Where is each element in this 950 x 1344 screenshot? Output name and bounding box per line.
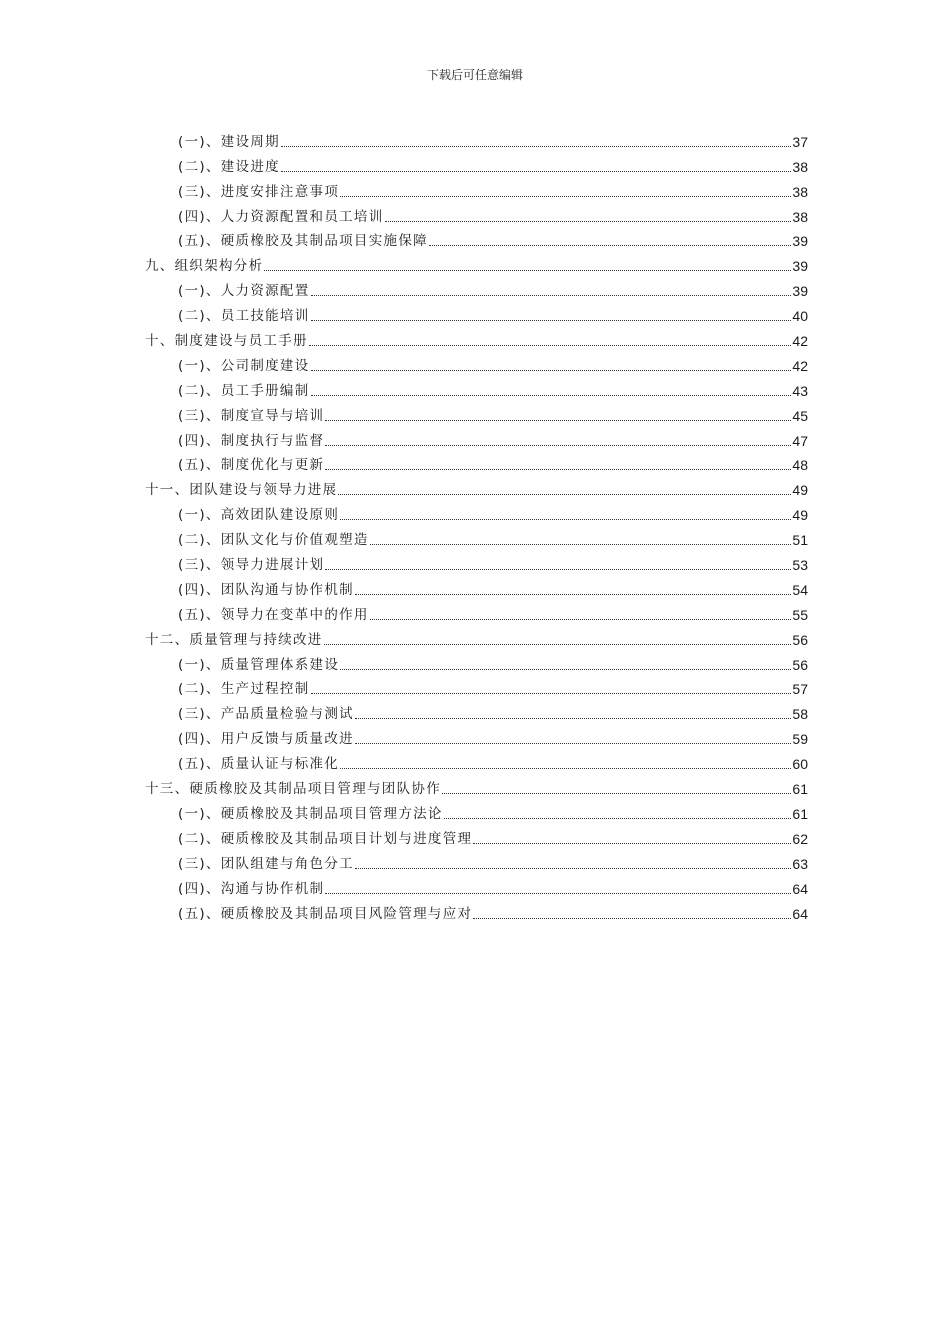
toc-entry[interactable] bbox=[145, 474, 808, 499]
toc-dot-leader bbox=[355, 718, 791, 719]
toc-entry[interactable] bbox=[145, 549, 808, 574]
toc-entry-label: (四)、制度执行与监督 bbox=[178, 432, 325, 449]
toc-entry[interactable] bbox=[145, 325, 808, 350]
toc-entry-label: (一)、硬质橡胶及其制品项目管理方法论 bbox=[178, 805, 443, 822]
toc-dot-leader bbox=[311, 395, 792, 396]
toc-dot-leader bbox=[311, 370, 792, 371]
toc-dot-leader bbox=[385, 221, 792, 222]
toc-entry-page-number: 53 bbox=[792, 557, 808, 574]
toc-entry[interactable] bbox=[145, 450, 808, 475]
toc-entry-label: 十三、硬质橡胶及其制品项目管理与团队协作 bbox=[145, 781, 441, 798]
toc-entry-page-number: 42 bbox=[792, 333, 808, 350]
toc-entry-page-number: 47 bbox=[792, 432, 808, 449]
toc-entry-page-number: 49 bbox=[792, 507, 808, 524]
toc-entry-label: (二)、员工手册编制 bbox=[178, 382, 310, 399]
toc-entry-label: (五)、制度优化与更新 bbox=[178, 457, 325, 474]
toc-entry-page-number: 39 bbox=[792, 283, 808, 300]
toc-entry-page-number: 39 bbox=[792, 258, 808, 275]
toc-dot-leader bbox=[264, 270, 791, 271]
toc-dot-leader bbox=[325, 569, 791, 570]
toc-entry-label: (三)、制度宣导与培训 bbox=[178, 407, 325, 424]
toc-entry-label: (一)、公司制度建设 bbox=[178, 357, 310, 374]
toc-dot-leader bbox=[311, 295, 792, 296]
toc-entry[interactable] bbox=[145, 848, 808, 873]
toc-entry[interactable] bbox=[145, 375, 808, 400]
toc-dot-leader bbox=[311, 693, 792, 694]
toc-entry-label: (三)、领导力进展计划 bbox=[178, 557, 325, 574]
toc-entry-page-number: 56 bbox=[792, 656, 808, 673]
toc-dot-leader bbox=[325, 420, 791, 421]
toc-entry-label: (一)、高效团队建设原则 bbox=[178, 507, 340, 524]
toc-entry-page-number: 59 bbox=[792, 731, 808, 748]
toc-entry[interactable] bbox=[145, 400, 808, 425]
toc-entry-page-number: 42 bbox=[792, 357, 808, 374]
toc-entry-page-number: 60 bbox=[792, 756, 808, 773]
toc-entry-label: (一)、质量管理体系建设 bbox=[178, 656, 340, 673]
toc-entry-page-number: 45 bbox=[792, 407, 808, 424]
toc-dot-leader bbox=[340, 669, 791, 670]
toc-entry-label: (二)、建设进度 bbox=[178, 158, 280, 175]
toc-entry-label: (二)、生产过程控制 bbox=[178, 681, 310, 698]
toc-entry-label: (五)、硬质橡胶及其制品项目风险管理与应对 bbox=[178, 905, 473, 922]
toc-entry[interactable] bbox=[145, 226, 808, 251]
toc-entry-label: (三)、产品质量检验与测试 bbox=[178, 706, 354, 723]
toc-entry-page-number: 64 bbox=[792, 905, 808, 922]
toc-entry[interactable] bbox=[145, 126, 808, 151]
toc-dot-leader bbox=[324, 644, 792, 645]
toc-entry-page-number: 51 bbox=[792, 532, 808, 549]
toc-entry-label: (三)、进度安排注意事项 bbox=[178, 183, 340, 200]
toc-entry[interactable] bbox=[145, 698, 808, 723]
toc-entry-label: (五)、领导力在变革中的作用 bbox=[178, 606, 369, 623]
toc-entry[interactable] bbox=[145, 425, 808, 450]
toc-dot-leader bbox=[340, 519, 791, 520]
toc-entry[interactable] bbox=[145, 524, 808, 549]
toc-entry[interactable] bbox=[145, 798, 808, 823]
toc-entry[interactable] bbox=[145, 151, 808, 176]
toc-entry-label: (五)、硬质橡胶及其制品项目实施保障 bbox=[178, 233, 428, 250]
toc-entry-page-number: 48 bbox=[792, 457, 808, 474]
toc-entry-page-number: 38 bbox=[792, 208, 808, 225]
toc-dot-leader bbox=[355, 743, 791, 744]
toc-entry-page-number: 38 bbox=[792, 183, 808, 200]
toc-entry[interactable] bbox=[145, 773, 808, 798]
toc-dot-leader bbox=[444, 818, 792, 819]
toc-entry[interactable] bbox=[145, 748, 808, 773]
toc-entry[interactable] bbox=[145, 176, 808, 201]
toc-entry-page-number: 43 bbox=[792, 382, 808, 399]
toc-entry-label: 九、组织架构分析 bbox=[145, 258, 264, 275]
toc-entry[interactable] bbox=[145, 350, 808, 375]
toc-dot-leader bbox=[473, 843, 791, 844]
toc-entry-label: (四)、用户反馈与质量改进 bbox=[178, 731, 354, 748]
toc-entry-page-number: 55 bbox=[792, 606, 808, 623]
toc-entry[interactable] bbox=[145, 275, 808, 300]
toc-entry[interactable] bbox=[145, 898, 808, 923]
toc-dot-leader bbox=[473, 918, 791, 919]
toc-entry-label: (二)、团队文化与价值观塑造 bbox=[178, 532, 369, 549]
toc-entry-label: 十、制度建设与员工手册 bbox=[145, 333, 308, 350]
toc-dot-leader bbox=[355, 868, 791, 869]
toc-entry-label: (四)、人力资源配置和员工培训 bbox=[178, 208, 384, 225]
toc-entry[interactable] bbox=[145, 300, 808, 325]
toc-entry-page-number: 62 bbox=[792, 830, 808, 847]
toc-dot-leader bbox=[429, 245, 791, 246]
toc-entry-page-number: 64 bbox=[792, 880, 808, 897]
toc-dot-leader bbox=[338, 494, 791, 495]
toc-entry[interactable] bbox=[145, 723, 808, 748]
toc-entry[interactable] bbox=[145, 873, 808, 898]
toc-entry[interactable] bbox=[145, 823, 808, 848]
toc-entry[interactable] bbox=[145, 624, 808, 649]
toc-entry-label: (三)、团队组建与角色分工 bbox=[178, 855, 354, 872]
toc-entry[interactable] bbox=[145, 599, 808, 624]
toc-entry-label: 十二、质量管理与持续改进 bbox=[145, 631, 323, 648]
toc-dot-leader bbox=[281, 146, 791, 147]
toc-entry-page-number: 49 bbox=[792, 482, 808, 499]
toc-dot-leader bbox=[442, 793, 791, 794]
toc-entry-label: (二)、硬质橡胶及其制品项目计划与进度管理 bbox=[178, 830, 473, 847]
toc-dot-leader bbox=[309, 345, 792, 346]
page-header: 下载后可任意编辑 bbox=[426, 68, 523, 82]
toc-entry-page-number: 57 bbox=[792, 681, 808, 698]
toc-entry[interactable] bbox=[145, 250, 808, 275]
toc-entry-page-number: 56 bbox=[792, 631, 808, 648]
toc-dot-leader bbox=[370, 619, 792, 620]
toc-entry-page-number: 61 bbox=[792, 805, 808, 822]
toc-entry-page-number: 58 bbox=[792, 706, 808, 723]
toc-entry-page-number: 40 bbox=[792, 308, 808, 325]
toc-entry-page-number: 39 bbox=[792, 233, 808, 250]
toc-entry-label: (四)、沟通与协作机制 bbox=[178, 880, 325, 897]
toc-entry-label: (一)、建设周期 bbox=[178, 133, 280, 150]
toc-entry[interactable] bbox=[145, 574, 808, 599]
toc-entry[interactable] bbox=[145, 201, 808, 226]
toc-dot-leader bbox=[325, 893, 791, 894]
toc-dot-leader bbox=[370, 544, 792, 545]
toc-entry-page-number: 63 bbox=[792, 855, 808, 872]
toc-entry-label: (五)、质量认证与标准化 bbox=[178, 756, 340, 773]
toc-dot-leader bbox=[281, 171, 791, 172]
toc-entry-label: (二)、员工技能培训 bbox=[178, 308, 310, 325]
toc-entry[interactable] bbox=[145, 649, 808, 674]
toc-entry-page-number: 61 bbox=[792, 781, 808, 798]
toc-entry-page-number: 38 bbox=[792, 158, 808, 175]
toc-dot-leader bbox=[311, 320, 792, 321]
toc-dot-leader bbox=[355, 594, 791, 595]
toc-dot-leader bbox=[340, 196, 791, 197]
toc-entry-page-number: 54 bbox=[792, 581, 808, 598]
toc-entry-label: (一)、人力资源配置 bbox=[178, 283, 310, 300]
toc-dot-leader bbox=[325, 469, 791, 470]
toc-entry-label: (四)、团队沟通与协作机制 bbox=[178, 581, 354, 598]
toc-entry-page-number: 37 bbox=[792, 133, 808, 150]
toc-entry[interactable] bbox=[145, 674, 808, 699]
toc-dot-leader bbox=[325, 445, 791, 446]
toc-entry[interactable] bbox=[145, 499, 808, 524]
toc-entry-label: 十一、团队建设与领导力进展 bbox=[145, 482, 338, 499]
table-of-contents bbox=[145, 126, 808, 923]
toc-dot-leader bbox=[340, 768, 791, 769]
